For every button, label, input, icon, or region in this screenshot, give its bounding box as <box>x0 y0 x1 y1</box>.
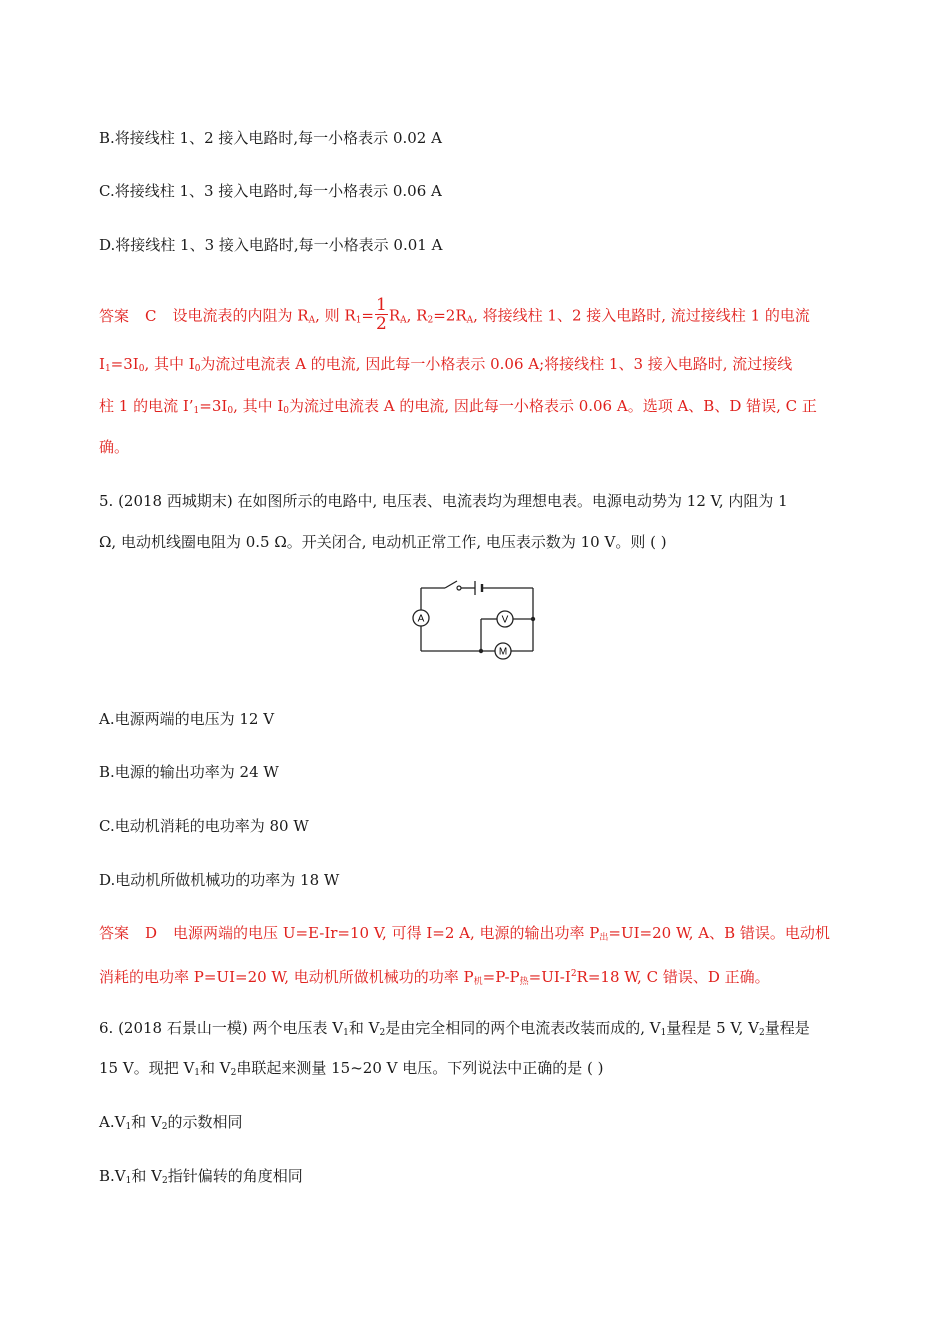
junction-dot <box>479 649 483 653</box>
answer-text: I <box>99 355 105 373</box>
q6-stem-line-1 <box>99 1018 810 1043</box>
answer-text: R <box>388 306 401 325</box>
q4-answer-line-3 <box>99 396 817 421</box>
answer-text: =3I <box>199 397 228 415</box>
stem-text: 量程是 5 V, V <box>666 1019 759 1037</box>
circuit-diagram <box>405 576 545 666</box>
option-text: 和 V <box>131 1113 162 1131</box>
fraction-denominator: 2 <box>376 314 387 334</box>
q4-answer-line-1 <box>99 295 810 335</box>
answer-text: =P-P <box>482 968 520 986</box>
answer-letter: C <box>145 306 157 325</box>
q6-option-a <box>99 1112 243 1137</box>
subscript: 热 <box>519 977 529 987</box>
q4-option-b: B.将接线柱 1、2 接入电路时,每一小格表示 0.02 A <box>99 129 442 147</box>
subscript: 1 <box>193 406 200 416</box>
stem-text: 串联起来测量 15~20 V 电压。下列说法中正确的是 ( ) <box>236 1059 604 1077</box>
answer-text: =3I <box>110 355 139 373</box>
q5-stem-line-2: Ω, 电动机线圈电阻为 0.5 Ω。开关闭合, 电动机正常工作, 电压表示数为 10 V。则 ( ) <box>99 533 667 551</box>
answer-text: =UI-I <box>528 968 571 986</box>
answer-text: 消耗的电功率 P=UI=20 W, 电动机所做机械功的功率 P <box>99 968 474 986</box>
answer-text: , 其中 I <box>233 397 284 415</box>
switch-contact <box>457 586 461 590</box>
q5-answer-line-1 <box>99 923 830 948</box>
answer-text: 为流过电流表 A 的电流, 因此每一小格表示 0.06 A。选项 A、B、D 错误, C 正 <box>289 397 817 415</box>
option-text: A.V <box>99 1113 126 1131</box>
answer-text: 设电流表的内阻为 R <box>172 306 309 325</box>
subscript: 1 <box>660 1028 667 1038</box>
stem-text: 和 V <box>348 1019 380 1037</box>
option-text: 指针偏转的角度相同 <box>167 1167 303 1185</box>
answer-letter: D <box>145 924 158 942</box>
option-text: B.V <box>99 1167 126 1185</box>
answer-text: , R <box>406 306 428 325</box>
answer-label: 答案 <box>99 924 130 942</box>
answer-text: , 其中 I <box>144 355 195 373</box>
subscript: 2 <box>230 1068 237 1078</box>
answer-text: = <box>361 306 374 325</box>
subscript: 0 <box>283 406 290 416</box>
subscript: 1 <box>125 1176 132 1186</box>
q4-answer-line-2 <box>99 354 792 379</box>
fraction <box>375 296 388 333</box>
q5-option-c: C.电动机消耗的电功率为 80 W <box>99 817 309 835</box>
answer-text: , 则 R <box>315 306 356 325</box>
subscript: 1 <box>104 364 111 374</box>
motor-label: M <box>498 646 508 658</box>
q5-answer-line-2 <box>99 964 770 992</box>
subscript: A <box>466 315 474 326</box>
answer-text: =UI=20 W, A、B 错误。电动机 <box>608 924 830 942</box>
fraction-numerator: 1 <box>376 295 387 315</box>
q4-option-d: D.将接线柱 1、3 接入电路时,每一小格表示 0.01 A <box>99 236 443 254</box>
answer-text: R=18 W, C 错误、D 正确。 <box>576 968 770 986</box>
answer-text: , 将接线柱 1、2 接入电路时, 流过接线柱 1 的电流 <box>473 306 810 325</box>
subscript: 1 <box>355 315 362 326</box>
superscript: 2 <box>570 969 577 979</box>
subscript: 出 <box>599 933 609 943</box>
q5-option-a: A.电源两端的电压为 12 V <box>99 710 275 728</box>
subscript: 0 <box>194 364 201 374</box>
stem-text: 15 V。现把 V <box>99 1059 195 1077</box>
q6-stem-line-2 <box>99 1058 604 1083</box>
subscript: 2 <box>758 1028 765 1038</box>
ammeter-label: A <box>417 613 425 625</box>
answer-label: 答案 <box>99 306 130 325</box>
stem-text: 和 V <box>200 1059 231 1077</box>
subscript: 2 <box>379 1028 386 1038</box>
answer-text: 为流过电流表 A 的电流, 因此每一小格表示 0.06 A;将接线柱 1、3 接入电路时, 流过接线 <box>200 355 793 373</box>
stem-text: 是由完全相同的两个电流表改装而成的, V <box>385 1019 661 1037</box>
subscript: 1 <box>194 1068 201 1078</box>
q6-option-b <box>99 1166 303 1191</box>
subscript: 1 <box>343 1028 349 1038</box>
answer-text: =2R <box>433 306 467 325</box>
subscript: 2 <box>427 315 434 326</box>
subscript: A <box>400 315 407 326</box>
subscript: 1 <box>125 1122 132 1132</box>
q5-option-d: D.电动机所做机械功的功率为 18 W <box>99 871 340 889</box>
answer-text: 电源两端的电压 U=E-Ir=10 V, 可得 I=2 A, 电源的输出功率 P <box>173 924 600 942</box>
stem-text: 量程是 <box>764 1019 810 1037</box>
subscript: 2 <box>161 1122 168 1132</box>
q5-stem-line-1: 5. (2018 西城期末) 在如图所示的电路中, 电压表、电流表均为理想电表。电源电动势为 12 V, 内阻为 1 <box>99 492 788 510</box>
subscript: 机 <box>473 977 483 987</box>
stem-text: 6. (2018 石景山一模) 两个电压表 V <box>99 1019 344 1037</box>
subscript: A <box>308 315 316 326</box>
junction-dot <box>531 617 535 621</box>
q4-option-c: C.将接线柱 1、3 接入电路时,每一小格表示 0.06 A <box>99 182 442 200</box>
subscript: 0 <box>227 406 234 416</box>
subscript: 0 <box>138 364 145 374</box>
voltmeter-label: V <box>501 614 509 626</box>
subscript: 2 <box>161 1176 168 1186</box>
option-text: 和 V <box>131 1167 162 1185</box>
q4-answer-line-4: 确。 <box>99 438 130 456</box>
q5-option-b: B.电源的输出功率为 24 W <box>99 763 279 781</box>
answer-text: 柱 1 的电流 I’ <box>99 397 194 415</box>
option-text: 的示数相同 <box>167 1113 243 1131</box>
